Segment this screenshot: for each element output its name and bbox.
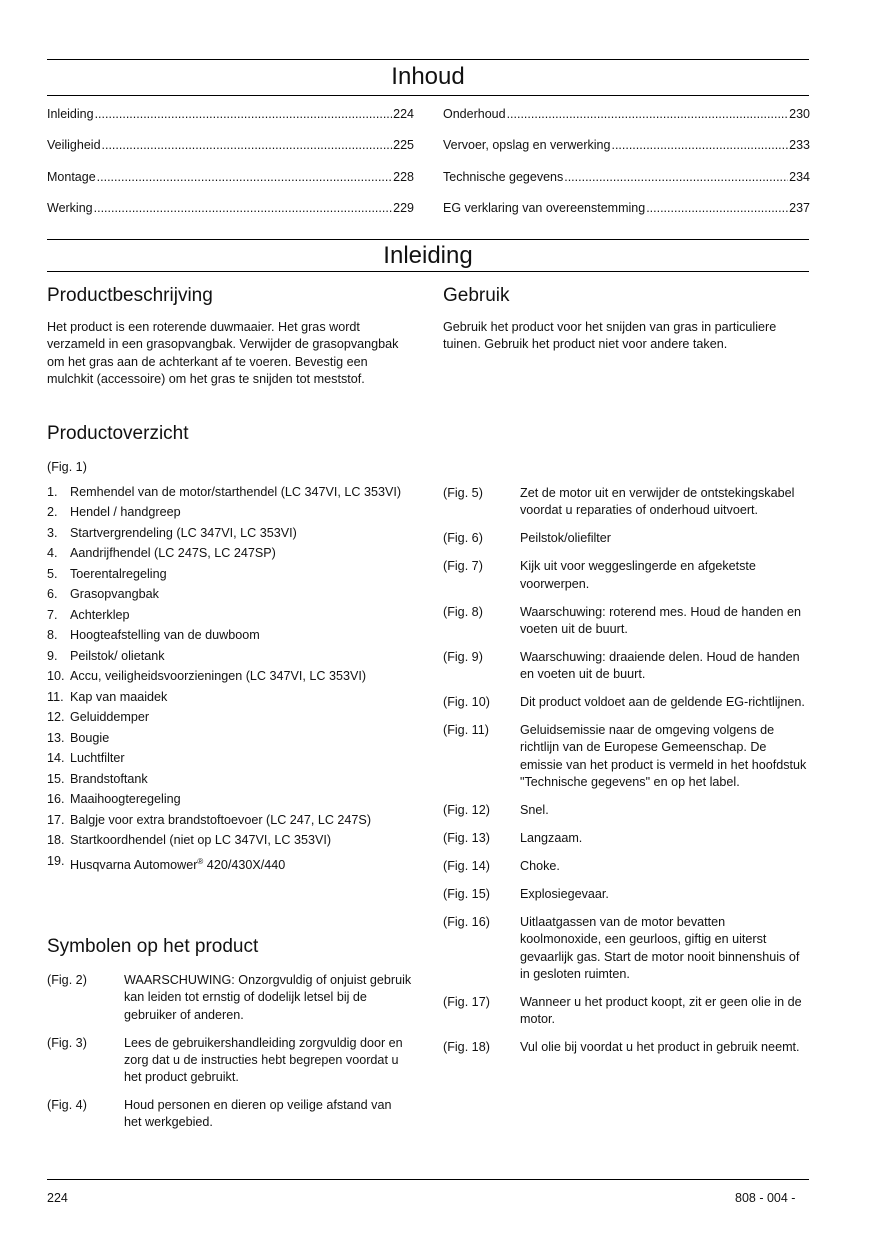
list-item [47, 750, 412, 767]
symbol-row [443, 858, 809, 875]
toc-entry-page: 234 [789, 169, 810, 184]
list-item [47, 709, 412, 726]
fig-label: (Fig. 9) [443, 649, 483, 664]
toc-entry[interactable] [47, 107, 414, 138]
symbol-description: Snel. [520, 802, 549, 817]
symbol-description: Dit product voldoet aan de geldende EG-richtlijnen. [520, 695, 805, 710]
top-rule [47, 59, 809, 60]
symbol-description: Zet de motor uit en verwijder de ontstekingskabel voordat u reparaties of onderhoud uitvoert. [520, 486, 795, 518]
list-item-number: 4. [47, 546, 58, 561]
symbol-row [443, 886, 809, 903]
toc-entry-page: 237 [789, 200, 810, 215]
toc-right-column [443, 107, 810, 232]
list-item-number: 5. [47, 566, 58, 581]
list-item [47, 812, 412, 829]
section-title: Inleiding [383, 242, 473, 269]
toc-entry-title: EG verklaring van overeenstemming [443, 200, 646, 215]
symbol-row [443, 530, 809, 547]
list-item-number: 2. [47, 505, 58, 520]
toc-entry-page: 229 [393, 200, 414, 215]
list-item-text: Peilstok/ olietank [70, 648, 165, 663]
component-list [47, 484, 412, 877]
symbol-row [443, 802, 809, 819]
symbol-description: Kijk uit voor weggeslingerde en afgeketste voorwerpen. [520, 559, 756, 591]
toc-entry-title: Technische gegevens [443, 169, 564, 184]
symbol-description: Wanneer u het product koopt, zit er geen olie in de motor. [520, 994, 802, 1027]
list-item-text: Geluiddemper [70, 710, 150, 725]
toc-entry[interactable] [443, 201, 810, 232]
toc-title: Inhoud [391, 63, 465, 90]
symbol-row [443, 830, 809, 847]
list-item-text: Balgje voor extra brandstoftoevoer (LC 247, LC 247S) [70, 812, 372, 827]
doc-code: 808 - 004 - [735, 1191, 796, 1205]
list-item [47, 525, 412, 542]
list-item-text: Hendel / handgreep [70, 505, 181, 520]
symbol-description: WAARSCHUWING: Onzorgvuldig of onjuist gebruik kan leiden tot ernstig of dodelijk letsel bij de gebruiker of anderen. [124, 973, 412, 1022]
symbol-row [443, 1039, 809, 1056]
list-item [47, 586, 412, 603]
productbeschrijving-text: Het product is een roterende duwmaaier. Het gras wordt verzameld in een grasopvangbak. Verwijder de grasopvangbak om het gras aan de achterkant af te voeren. Bevestig een mulchkit (accessoire) om het gras te snijden tot meststof. [47, 320, 399, 386]
toc-entry-title: Onderhoud [443, 107, 506, 121]
fig-label: (Fig. 10) [443, 695, 490, 710]
fig-label: (Fig. 6) [443, 531, 483, 546]
list-item-text: Grasopvangbak [70, 587, 159, 602]
footer-rule [47, 1179, 809, 1180]
page-number: 224 [47, 1191, 68, 1205]
list-item-number: 3. [47, 525, 58, 540]
list-item-text: Startkoordhendel (niet op LC 347VI, LC 353VI) [70, 833, 332, 848]
symbol-description: Lees de gebruikershandleiding zorgvuldig door en zorg dat u de instructies hebt begrepen voordat u het product gebruikt. [124, 1035, 403, 1085]
fig-label: (Fig. 18) [443, 1040, 490, 1055]
toc-entry[interactable] [47, 138, 414, 169]
symbol-row [443, 694, 809, 711]
fig-label: (Fig. 13) [443, 830, 490, 845]
toc-entry-page: 224 [393, 107, 414, 121]
toc-entry[interactable] [47, 201, 414, 232]
list-item [47, 689, 412, 706]
fig-label: (Fig. 15) [443, 886, 490, 901]
symbol-row [443, 649, 809, 684]
toc-entry-title: Montage [47, 169, 96, 184]
toc-entry[interactable] [47, 170, 414, 201]
symbol-row [443, 994, 809, 1029]
symbol-description: Peilstok/oliefilter [520, 531, 611, 546]
heading-symbolen: Symbolen op het product [47, 936, 259, 957]
list-item-text: Maaihoogteregeling [70, 792, 181, 807]
toc-entry[interactable] [443, 107, 810, 138]
toc-entry-title: Vervoer, opslag en verwerking [443, 138, 611, 153]
list-item [47, 668, 412, 685]
toc-entry[interactable] [443, 170, 810, 201]
symbol-description: Houd personen en dieren op veilige afstand van het werkgebied. [124, 1098, 392, 1130]
toc-left-column [47, 107, 414, 232]
list-item-text: Startvergrendeling (LC 347VI, LC 353VI) [70, 525, 297, 540]
list-item [47, 566, 412, 583]
heading-productbeschrijving: Productbeschrijving [47, 285, 213, 306]
list-item-number: 13. [47, 730, 65, 745]
list-item [47, 730, 412, 747]
list-item-text: Accu, veiligheidsvoorzieningen (LC 347VI, LC 353VI) [70, 669, 367, 684]
list-item-text-part: 420/430X/440 [203, 857, 286, 872]
list-item-number: 15. [47, 771, 65, 786]
fig-label: (Fig. 11) [443, 723, 489, 738]
symbol-row [443, 485, 809, 520]
list-item [47, 504, 412, 521]
heading-gebruik: Gebruik [443, 285, 510, 306]
fig-label: (Fig. 2) [47, 973, 87, 987]
registered-mark: ® [197, 856, 204, 866]
list-item [47, 832, 412, 849]
fig-label: (Fig. 12) [443, 802, 490, 817]
list-item-text-part: Husqvarna Automower [70, 857, 198, 872]
section-top-rule [47, 239, 809, 240]
symbol-description: Waarschuwing: roterend mes. Houd de handen en voeten uit de buurt. [520, 604, 801, 636]
symbol-description: Uitlaatgassen van de motor bevatten koolmonoxide, een geurloos, giftig en uiterst gevaarlijk gas. Start de motor nooit binnenshuis of in gesloten ruimten. [520, 914, 800, 981]
toc-entry-page: 230 [789, 107, 810, 121]
list-item [47, 607, 412, 624]
list-item-text: Kap van maaidek [70, 689, 168, 704]
list-item-text [70, 853, 285, 874]
symbol-row [47, 1035, 412, 1087]
fig-label: (Fig. 16) [443, 914, 490, 929]
list-item [47, 627, 412, 644]
symbol-description: Waarschuwing: draaiende delen. Houd de handen en voeten uit de buurt. [520, 649, 800, 682]
toc-entry-title: Inleiding [47, 107, 94, 121]
symbol-description: Geluidsemissie naar de omgeving volgens de richtlijn van de Europese Gemeenschap. De emissie van het product is vermeld in het hoofdstuk "Technische gegevens" en op het label. [520, 723, 807, 789]
symbol-description: Choke. [520, 858, 560, 873]
list-item-number: 11. [47, 689, 64, 704]
list-item [47, 791, 412, 808]
list-item-number: 17. [47, 812, 65, 827]
gebruik-text: Gebruik het product voor het snijden van gras in particuliere tuinen. Gebruik het product niet voor andere taken. [443, 320, 777, 352]
toc-entry-page: 228 [393, 169, 414, 184]
list-item [47, 648, 412, 665]
list-item [47, 853, 412, 874]
list-item [47, 545, 412, 562]
symbol-description: Vul olie bij voordat u het product in gebruik neemt. [520, 1040, 800, 1055]
list-item-number: 7. [47, 607, 58, 622]
list-item-text: Hoogteafstelling van de duwboom [70, 628, 260, 643]
toc-entry[interactable] [443, 138, 810, 169]
list-item-text: Toerentalregeling [70, 566, 167, 581]
toc-entry-title: Werking [47, 200, 93, 215]
toc-entry-page: 233 [789, 138, 810, 153]
fig-label: (Fig. 5) [443, 486, 483, 500]
fig-label: (Fig. 7) [443, 559, 483, 574]
heading-productoverzicht: Productoverzicht [47, 423, 189, 444]
list-item-number: 8. [47, 628, 58, 643]
symbol-row [443, 914, 809, 983]
list-item-number: 12. [47, 710, 65, 725]
list-item [47, 771, 412, 788]
list-item-number: 18. [47, 833, 65, 848]
list-item-number: 19. [47, 853, 65, 868]
toc-title-rule [47, 95, 809, 96]
symbol-table-right [443, 485, 809, 1067]
fig-label: (Fig. 3) [47, 1035, 87, 1050]
fig-label: (Fig. 8) [443, 604, 483, 619]
list-item-text: Bougie [70, 730, 110, 745]
fig-label: (Fig. 17) [443, 994, 490, 1009]
list-item-number: 6. [47, 587, 58, 602]
list-item [47, 484, 412, 501]
toc-entry-title: Veiligheid [47, 138, 101, 153]
symbol-row [443, 558, 809, 593]
fig-ref: (Fig. 1) [47, 460, 87, 474]
symbol-row [443, 722, 809, 791]
fig-label: (Fig. 14) [443, 858, 490, 873]
list-item-number: 1. [47, 485, 58, 499]
symbol-row [443, 604, 809, 639]
list-item-text: Aandrijfhendel (LC 247S, LC 247SP) [70, 546, 276, 561]
fig-label: (Fig. 4) [47, 1098, 87, 1113]
symbol-table-left [47, 972, 412, 1142]
symbol-description: Langzaam. [520, 830, 583, 845]
list-item-number: 16. [47, 792, 65, 807]
list-item-number: 9. [47, 648, 58, 663]
toc-entry-page: 225 [393, 138, 414, 153]
list-item-text: Brandstoftank [70, 771, 148, 786]
list-item-number: 10. [47, 669, 65, 684]
symbol-row [47, 1097, 412, 1132]
section-title-rule [47, 271, 809, 272]
symbol-description: Explosiegevaar. [520, 886, 609, 901]
list-item-text: Achterklep [70, 607, 130, 622]
symbol-row [47, 972, 412, 1024]
list-item-number: 14. [47, 751, 65, 766]
list-item-text: Luchtfilter [70, 751, 125, 766]
list-item-text: Remhendel van de motor/starthendel (LC 347VI, LC 353VI) [70, 485, 402, 499]
